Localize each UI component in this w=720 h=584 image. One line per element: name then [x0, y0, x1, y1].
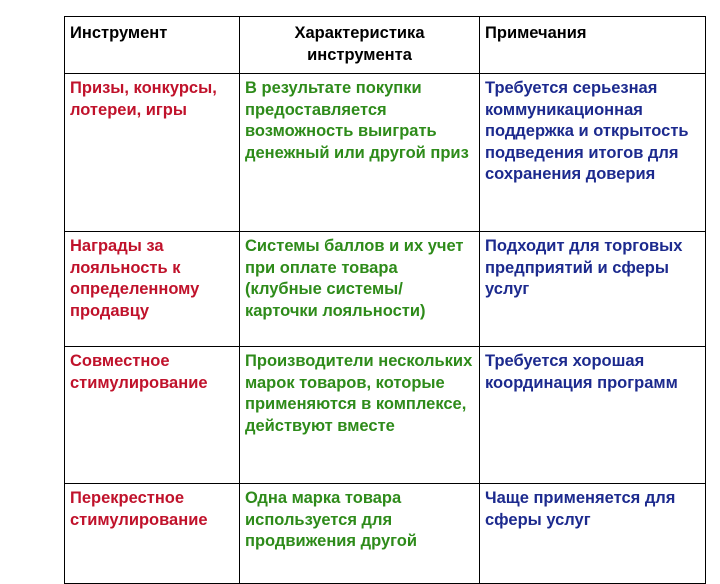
- instrument-cell: Награды за лояльность к определенному продавцу: [65, 232, 240, 347]
- instruments-table: [64, 16, 706, 584]
- header-instrument: Инструмент: [65, 17, 240, 74]
- notes-cell: Требуется хорошая координация программ: [480, 347, 706, 484]
- instrument-cell: Призы, конкурсы, лотереи, игры: [65, 74, 240, 232]
- instrument-cell: Перекрестное стимулирование: [65, 484, 240, 584]
- characteristic-cell: В результате покупки предоставляется возможность выиграть денежный или другой приз: [240, 74, 480, 232]
- notes-cell: Подходит для торговых предприятий и сферы услуг: [480, 232, 706, 347]
- table-row: [65, 232, 706, 347]
- notes-cell: Требуется серьезная коммуникационная поддержка и открытость подведения итогов для сохранения доверия: [480, 74, 706, 232]
- notes-cell: Чаще применяется для сферы услуг: [480, 484, 706, 584]
- table-row: [65, 484, 706, 584]
- table-header-row: [65, 17, 706, 74]
- characteristic-cell: Производители нескольких марок товаров, которые применяются в комплексе, действуют вместе: [240, 347, 480, 484]
- characteristic-cell: Системы баллов и их учет при оплате товара (клубные системы/карточки лояльности): [240, 232, 480, 347]
- table-row: [65, 347, 706, 484]
- table-row: [65, 74, 706, 232]
- header-notes: Примечания: [480, 17, 706, 74]
- characteristic-cell: Одна марка товара используется для продвижения другой: [240, 484, 480, 584]
- instrument-cell: Совместное стимулирование: [65, 347, 240, 484]
- header-characteristic: Характеристика инструмента: [240, 17, 480, 74]
